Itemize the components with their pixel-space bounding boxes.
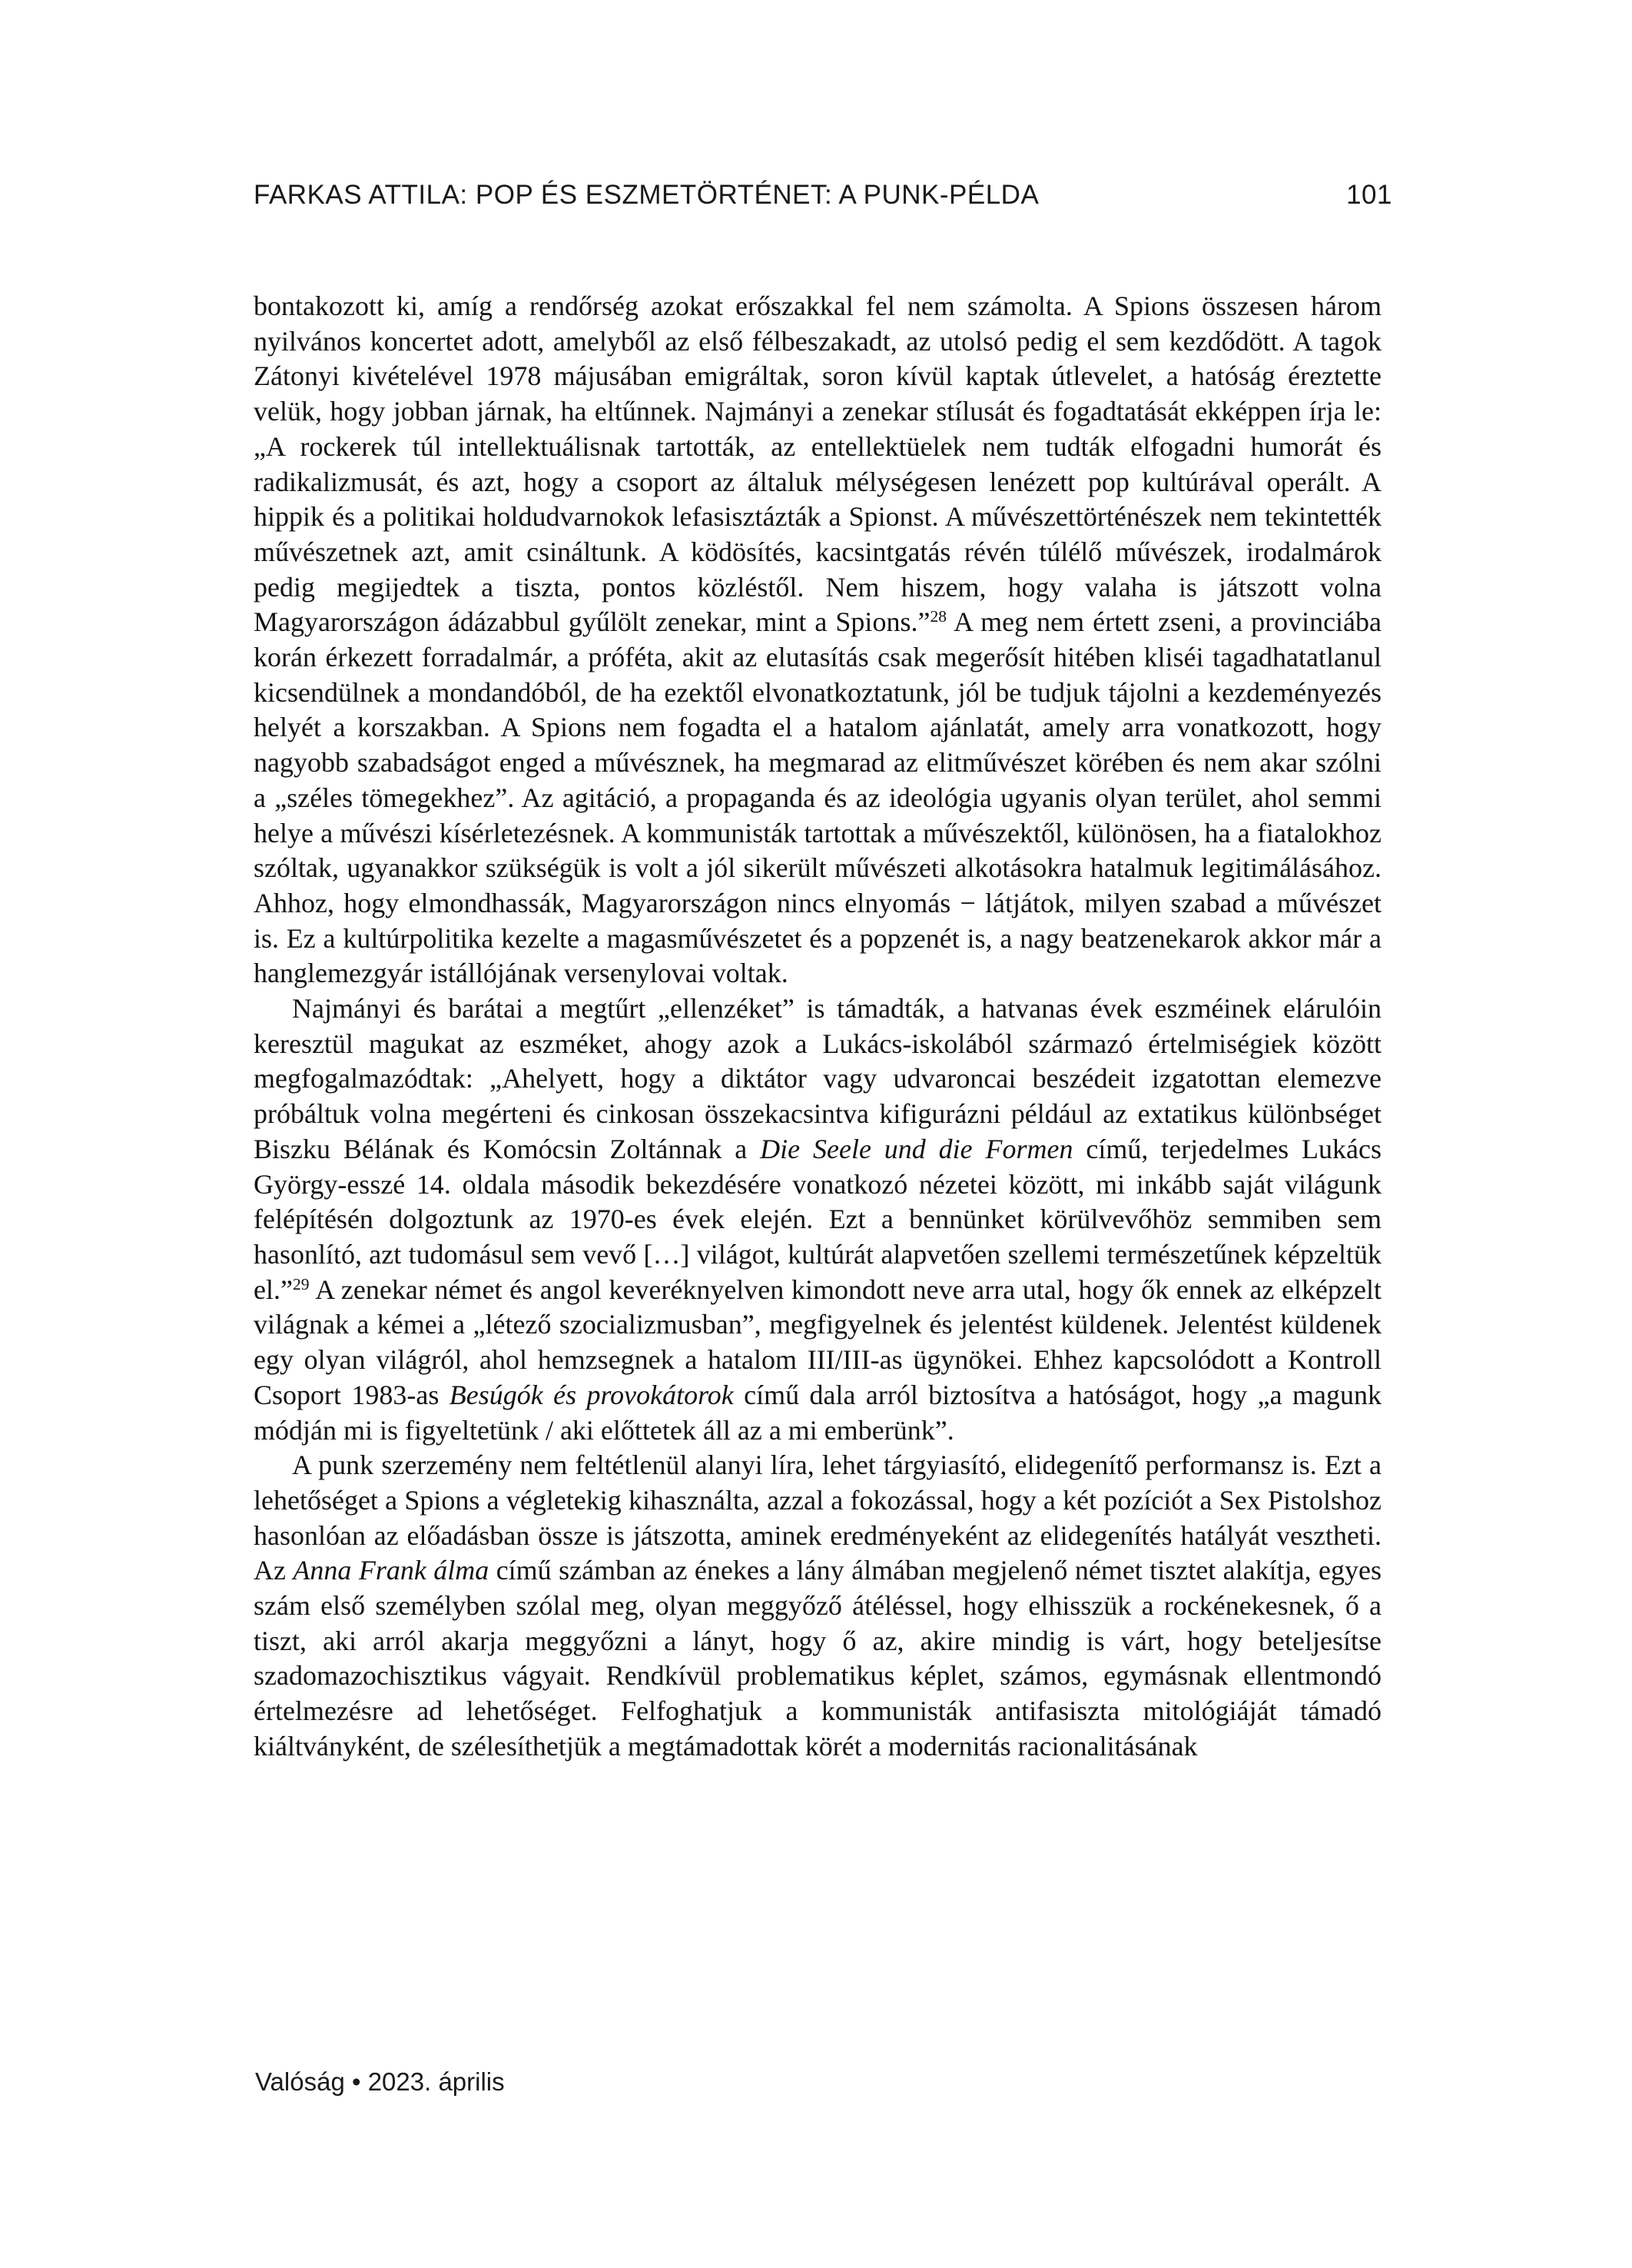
text-run: című számban az énekes a lány álmában megjelenő német tisztet alakítja, egyes szám első személyben szólal meg, olyan meggyőző átéléssel, hogy elhisszük a rockénekesnek, ő a tiszt, aki arról akarja meggyőzni a lányt, hogy ő az, akire mindig is várt, hogy beteljesítse szadomazochisztikus vágyait. Rendkívül problematikus képlet, számos, egymásnak ellentmondó értelmezésre ad lehetőséget. Felfoghatjuk a kommunisták antifasiszta mitológiáját támadó kiáltványként, de szélesíthetjük a megtámadottak körét a modernitás racionalitásának — [254, 1555, 1382, 1762]
text-run: A punk szerzemény nem feltétlenül alanyi líra, lehet tárgyiasító, elidegenítő performansz is. Ezt a lehetőséget a Spions a végletekig kihasználta, azzal a fokozással, hogy a két pozíciót a Sex Pistolshoz hasonlóan az előadásban össze is játszotta, aminek eredményeként az elidegenítés hatályát vesztheti. Az — [254, 1449, 1382, 1586]
work-title: Anna Frank álma — [293, 1555, 489, 1586]
article-body — [254, 289, 1382, 1765]
work-title: Besúgók és provokátorok — [449, 1379, 734, 1410]
running-header — [254, 180, 1392, 211]
text-run: A zenekar német és angol keveréknyelven kimondott neve arra utal, hogy ők ennek az elképzelt világnak a kémei a „létező szocializmusban”, megfigyelnek és jelentést küldenek. Jelentést küldenek egy olyan világról, ahol hemzsegnek a hatalom III/III-as ügynökei. Ehhez kapcsolódott a Kontroll Csoport 1983-as — [254, 1273, 1382, 1410]
text-run: című, terjedelmes Lukács György-esszé 14. oldala második bekezdésére vonatkozó nézetei között, mi inkább saját világunk felépítésén dolgoztunk az 1970-es évek elején. Ezt a bennünket körülvevőhöz semmiben sem hasonlító, azt tudomásul sem vevő […] világot, kultúrát alapvetően szellemi természetűnek képzeltük el.” — [254, 1133, 1382, 1305]
text-run: Najmányi és barátai a megtűrt „ellenzéket” is támadták, a hatvanas évek eszméinek elárulóin keresztül magukat az eszméket, ahogy azok a Lukács-iskolából származó értelmiségiek között megfogalmazódtak: „Ahelyett, hogy a diktátor vagy udvaroncai beszédeit izgatottan elemezve próbáltuk volna megérteni és cinkosan összekacsintva kifigurázni például az extatikus különbséget Biszku Bélának és Komócsin Zoltánnak a — [254, 993, 1382, 1164]
footnote-ref: 29 — [292, 1274, 310, 1293]
text-run: című dala arról biztosítva a hatóságot, hogy „a magunk módján mi is figyeltetünk / aki előttetek áll az a mi emberünk”. — [254, 1379, 1382, 1446]
work-title: Die Seele und die Formen — [760, 1133, 1073, 1164]
page-number: 101 — [1346, 180, 1392, 210]
paragraph — [254, 991, 1382, 1448]
footnote-ref: 28 — [930, 607, 947, 626]
text-run: A meg nem értett zseni, a provinciába korán érkezett forradalmár, a próféta, akit az elutasítás csak megerősít hitében kliséi tagadhatatlanul kicsendülnek a mondandóból, de ha ezektől elvonatkoztatunk, jól be tudjuk tájolni a kezdeményezés helyét a korszakban. A Spions nem fogadta el a hatalom ajánlatát, amely arra vonatkozott, hogy nagyobb szabadságot enged a művésznek, ha megmarad az elitművészet körében és nem akar szólni a „széles tömegekhez”. Az agitáció, a propaganda és az ideológia ugyanis olyan terület, ahol semmi helye a művészi kísérletezésnek. A kommunisták tartottak a művészektől, különösen, ha a fiatalokhoz szóltak, ugyanakkor szükségük is volt a jól sikerült művészeti alkotásokra hatalmuk legitimálásához. Ahhoz, hogy elmondhassák, Magyarországon nincs elnyomás − látjátok, milyen szabad a művészet is. Ez a kultúrpolitika kezelte a magasművészetet és a popzenét is, a nagy beatzenekarok akkor már a hanglemezgyár istállójának versenylovai voltak. — [254, 606, 1382, 989]
page-footer: Valóság • 2023. április — [255, 2067, 505, 2096]
paragraph — [254, 289, 1382, 991]
running-header-title: FARKAS ATTILA: POP ÉS ESZMETÖRTÉNET: A PUNK-PÉLDA — [254, 180, 1040, 210]
text-run: bontakozott ki, amíg a rendőrség azokat erőszakkal fel nem számolta. A Spions összesen három nyilvános koncertet adott, amelyből az első félbeszakadt, az utolsó pedig el sem kezdődött. A tagok Zátonyi kivételével 1978 májusában emigráltak, soron kívül kaptak útlevelet, a hatóság éreztette velük, hogy jobban járnak, ha eltűnnek. Najmányi a zenekar stílusát és fogadtatását ekképpen írja le: „A rockerek túl intellektuálisnak tartották, az entellektüelek nem tudták elfogadni humorát és radikalizmusát, és azt, hogy a csoport az általuk mélységesen lenézett pop kultúrával operált. A hippik és a politikai holdudvarnokok lefasisztázták a Spionst. A művészettörténészek nem tekintették művészetnek azt, amit csináltunk. A ködösítés, kacsintgatás révén túlélő művészek, irodalmárok pedig megijedtek a tiszta, pontos közléstől. Nem hiszem, hogy valaha is játszott volna Magyarországon ádázabbul gyűlölt zenekar, mint a Spions.” — [254, 291, 1382, 638]
paragraph — [254, 1448, 1382, 1764]
